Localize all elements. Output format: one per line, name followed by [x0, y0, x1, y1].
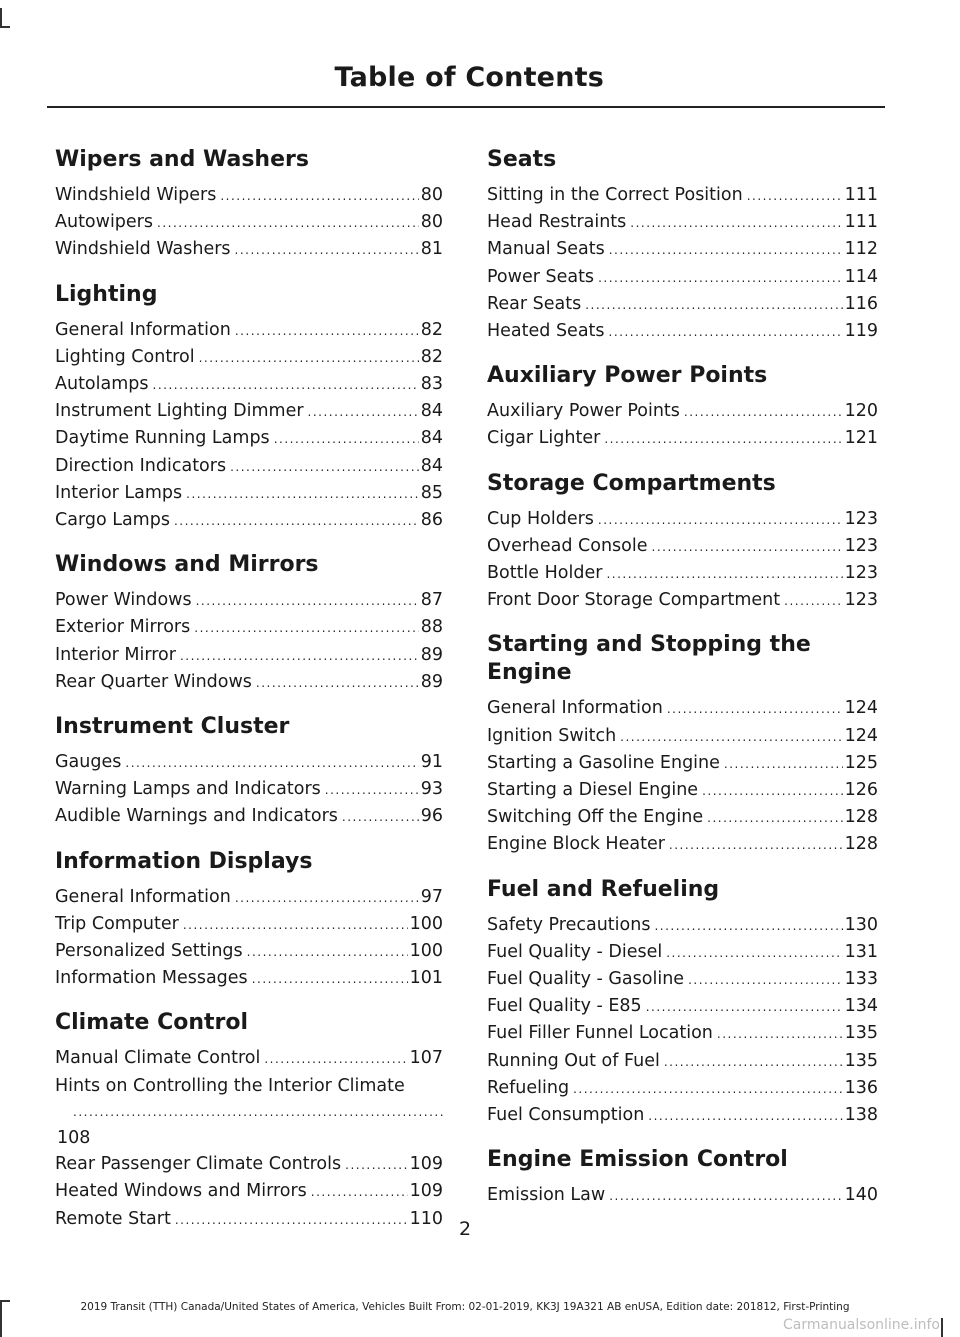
toc-section: [487, 146, 878, 345]
entry-title: Cup Holders: [487, 508, 594, 529]
toc-entry[interactable]: [487, 966, 878, 993]
entry-page-number: 134: [844, 996, 878, 1017]
toc-entry[interactable]: [55, 614, 443, 641]
dot-leader: [646, 994, 843, 1020]
toc-entry[interactable]: [487, 939, 878, 966]
toc-section: [55, 551, 443, 696]
toc-entry[interactable]: [487, 182, 878, 209]
toc-left-column: [55, 146, 443, 1250]
dot-leader: [274, 426, 419, 452]
dot-leader: [664, 1049, 843, 1075]
section-title: Engine Emission Control: [487, 1147, 788, 1173]
page-number: 2: [458, 1218, 472, 1240]
entry-title: Rear Quarter Windows: [55, 671, 252, 692]
section-title: Storage Compartments: [487, 470, 776, 496]
entry-page-number: 138: [844, 1105, 878, 1126]
section-title: Fuel and Refueling: [487, 876, 720, 902]
dot-leader: [784, 588, 842, 614]
crop-mark-bottom-right: [941, 1318, 943, 1337]
toc-entry[interactable]: [487, 804, 878, 831]
dot-leader: [717, 1021, 843, 1047]
section-title: Starting and Stopping the Engine: [487, 632, 811, 686]
toc-entry[interactable]: [487, 1182, 878, 1209]
entry-page-number: 84: [420, 455, 443, 476]
entry-page-number: 88: [420, 617, 443, 638]
entry-title: Overhead Console: [487, 535, 648, 556]
entry-title: Interior Lamps: [55, 482, 183, 503]
entry-title: Power Windows: [55, 590, 192, 611]
watermark: Carmanualsonline.info: [782, 1317, 940, 1333]
entry-title: Starting a Diesel Engine: [487, 780, 699, 801]
entry-title: Rear Passenger Climate Controls: [55, 1154, 342, 1175]
dot-leader: [585, 292, 842, 318]
entry-title: Head Restraints: [487, 212, 627, 233]
toc-entry[interactable]: [55, 236, 443, 263]
entry-page-number: 123: [844, 535, 878, 556]
entry-title: Lighting Control: [55, 346, 195, 367]
entry-page-number: 93: [420, 779, 443, 800]
entry-page-number: 135: [844, 1023, 878, 1044]
dot-leader: [609, 319, 843, 345]
header-divider: [47, 106, 885, 108]
toc-section: [487, 362, 878, 452]
entry-page-number: 82: [420, 319, 443, 340]
dot-leader: [157, 210, 419, 236]
entry-page-number: 123: [844, 508, 878, 529]
entry-title: Gauges: [55, 752, 122, 773]
entry-title: Warning Lamps and Indicators: [55, 779, 321, 800]
dot-leader: [235, 237, 419, 263]
toc-entry[interactable]: [55, 965, 443, 992]
entry-page-number: 133: [844, 969, 878, 990]
toc-entry[interactable]: [487, 750, 878, 777]
dot-leader: [174, 508, 419, 534]
toc-entry[interactable]: [55, 776, 443, 803]
toc-entry[interactable]: [487, 831, 878, 858]
dot-leader: [724, 751, 843, 777]
dot-leader: [252, 966, 408, 992]
dot-leader: [747, 183, 843, 209]
toc-entry[interactable]: [55, 587, 443, 614]
toc-section: [55, 713, 443, 831]
section-title: Climate Control: [55, 1010, 249, 1036]
entry-page-number: 80: [420, 212, 443, 233]
entry-page-number: 96: [420, 806, 443, 827]
entry-page-number: 140: [844, 1185, 878, 1206]
dot-leader: [199, 345, 419, 371]
entry-title: Fuel Quality - Gasoline: [487, 969, 685, 990]
entry-page-number: 80: [420, 185, 443, 205]
dot-leader: [609, 1183, 842, 1209]
entry-page-number: 121: [844, 428, 878, 449]
toc-entry[interactable]: [487, 1048, 878, 1075]
page-title: Table of Contents: [334, 62, 604, 93]
crop-mark-top-left-h: [0, 26, 10, 28]
section-title: Instrument Cluster: [55, 714, 290, 740]
toc-entry[interactable]: [487, 318, 878, 345]
entry-title: Instrument Lighting Dimmer: [55, 401, 304, 422]
toc-entry[interactable]: [55, 398, 443, 425]
toc-entry[interactable]: [487, 912, 878, 939]
entry-title: Starting a Gasoline Engine: [487, 752, 720, 773]
dot-leader: [230, 454, 419, 480]
dot-leader: [235, 318, 419, 344]
entry-page-number: 100: [409, 941, 443, 962]
dot-leader: [196, 588, 419, 614]
entry-title: Manual Seats: [487, 239, 605, 260]
dot-leader: [235, 885, 419, 911]
toc-entry[interactable]: [487, 1102, 878, 1129]
dot-leader: [684, 399, 843, 425]
entry-page-number: 119: [844, 321, 878, 342]
entry-title: Remote Start: [55, 1208, 171, 1229]
entry-title: General Information: [55, 319, 231, 340]
toc-entry[interactable]: [55, 911, 443, 938]
dot-leader: [220, 183, 418, 209]
dot-leader: [666, 940, 842, 966]
entry-page-number: 100: [409, 913, 443, 934]
toc-entry[interactable]: [487, 398, 878, 425]
entry-page-number: 125: [844, 752, 878, 773]
toc-entry[interactable]: [55, 803, 443, 830]
toc-entry[interactable]: [487, 506, 878, 533]
toc-entry[interactable]: [487, 560, 878, 587]
toc-entry[interactable]: [487, 264, 878, 291]
entry-title: Front Door Storage Compartment: [487, 590, 781, 611]
dot-leader: [598, 265, 843, 291]
entry-page-number: 97: [420, 886, 443, 907]
entry-page-number: 83: [420, 374, 443, 395]
entry-page-number: 84: [420, 401, 443, 422]
entry-title: Safety Precautions: [487, 914, 651, 935]
entry-title: Autolamps: [55, 374, 149, 395]
entry-title: Interior Mirror: [55, 644, 176, 665]
section-title: Windows and Mirrors: [55, 552, 319, 578]
toc-entry[interactable]: [55, 1151, 443, 1178]
entry-title: Autowipers: [55, 212, 153, 233]
toc-entry[interactable]: [487, 425, 878, 452]
toc-section: [55, 1009, 443, 1232]
entry-page-number: 123: [844, 563, 878, 584]
dot-leader: [652, 534, 843, 560]
toc-section: [55, 281, 443, 535]
entry-page-number: 135: [844, 1050, 878, 1071]
toc-entry[interactable]: [55, 209, 443, 236]
entry-title: Switching Off the Engine: [487, 807, 704, 828]
entry-title: Ignition Switch: [487, 725, 617, 746]
entry-page-number: 114: [844, 266, 878, 287]
entry-page-number: 112: [844, 239, 878, 260]
toc-section: [55, 848, 443, 993]
entry-page-number: 136: [844, 1077, 878, 1098]
entry-title: Windshield Washers: [55, 239, 231, 260]
toc-entry[interactable]: [55, 317, 443, 344]
entry-title: Direction Indicators: [55, 455, 227, 476]
toc-entry[interactable]: [55, 480, 443, 507]
dot-leader: [345, 1152, 407, 1178]
dot-leader: [598, 507, 843, 533]
entry-title: Windshield Wipers: [55, 185, 217, 205]
section-title: Seats: [487, 147, 557, 172]
toc-section: [487, 470, 878, 615]
entry-title: Hints on Controlling the Interior Climate: [55, 1075, 405, 1096]
toc-entry[interactable]: [487, 291, 878, 318]
entry-page-number: 116: [844, 293, 878, 314]
dot-leader: [702, 778, 843, 804]
entry-title: Fuel Quality - E85: [487, 996, 642, 1017]
entry-title: Fuel Quality - Diesel: [487, 941, 663, 962]
entry-page-number: 101: [409, 968, 443, 989]
toc-entry[interactable]: [55, 1073, 443, 1152]
entry-title: Rear Seats: [487, 293, 582, 314]
entry-title: Cigar Lighter: [487, 428, 601, 449]
toc-entry[interactable]: [55, 1178, 443, 1205]
entry-page-number: 111: [844, 185, 878, 205]
crop-mark-top-left: [0, 8, 2, 28]
entry-page-number: 131: [844, 941, 878, 962]
dot-leader: [342, 804, 419, 830]
entry-page-number: 87: [420, 590, 443, 611]
entry-title: Fuel Consumption: [487, 1105, 645, 1126]
dot-leader: [55, 1099, 443, 1125]
entry-page-number: 120: [844, 401, 878, 422]
entry-page-number: 91: [420, 752, 443, 773]
toc-entry[interactable]: [55, 507, 443, 534]
toc-entry[interactable]: [487, 1075, 878, 1102]
entry-title: Fuel Filler Funnel Location: [487, 1023, 713, 1044]
section-title: Auxiliary Power Points: [487, 363, 768, 389]
toc-entry[interactable]: [55, 884, 443, 911]
section-title: Wipers and Washers: [55, 147, 309, 172]
entry-page-number: 89: [420, 644, 443, 665]
entry-title: Bottle Holder: [487, 563, 603, 584]
dot-leader: [308, 399, 419, 425]
entry-title: Auxiliary Power Points: [487, 401, 680, 422]
entry-title: Trip Computer: [55, 913, 179, 934]
dot-leader: [247, 939, 408, 965]
entry-title: Daytime Running Lamps: [55, 428, 270, 449]
dot-leader: [654, 913, 842, 939]
dot-leader: [125, 750, 418, 776]
dot-leader: [620, 724, 842, 750]
dot-leader: [606, 561, 842, 587]
entry-title: Information Messages: [55, 968, 248, 989]
toc-entry[interactable]: [487, 723, 878, 750]
toc-section: [55, 146, 443, 264]
toc-entry[interactable]: [55, 425, 443, 452]
entry-title: Engine Block Heater: [487, 834, 665, 855]
entry-title: Cargo Lamps: [55, 510, 170, 531]
toc-entry[interactable]: [55, 182, 443, 209]
dot-leader: [630, 210, 842, 236]
entry-title: Power Seats: [487, 266, 595, 287]
toc-entry[interactable]: [487, 1020, 878, 1047]
entry-page-number: 130: [844, 914, 878, 935]
entry-page-number: 85: [420, 482, 443, 503]
toc-entry[interactable]: [55, 1045, 443, 1072]
section-title: Information Displays: [55, 848, 313, 874]
dot-leader: [186, 481, 419, 507]
entry-title: Audible Warnings and Indicators: [55, 806, 338, 827]
toc-entry[interactable]: [55, 344, 443, 371]
entry-page-number: 84: [420, 428, 443, 449]
toc-entry[interactable]: [487, 236, 878, 263]
entry-title: Personalized Settings: [55, 941, 243, 962]
entry-title: General Information: [55, 886, 231, 907]
entry-title: Running Out of Fuel: [487, 1050, 660, 1071]
dot-leader: [667, 696, 843, 722]
toc-entry[interactable]: [487, 777, 878, 804]
dot-leader: [194, 615, 418, 641]
dot-leader: [648, 1103, 842, 1129]
dot-leader: [264, 1046, 407, 1072]
entry-page-number: 111: [844, 212, 878, 233]
dot-leader: [604, 426, 842, 452]
dot-leader: [183, 912, 408, 938]
dot-leader: [311, 1179, 408, 1205]
dot-leader: [707, 805, 842, 831]
entry-page-number: 109: [409, 1181, 443, 1202]
dot-leader: [325, 777, 419, 803]
toc-entry[interactable]: [55, 453, 443, 480]
entry-page-number: 124: [844, 725, 878, 746]
entry-page-number: 109: [409, 1154, 443, 1175]
toc-entry[interactable]: [487, 993, 878, 1020]
entry-page-number: 82: [420, 346, 443, 367]
toc-section: [487, 1146, 878, 1209]
toc-entry[interactable]: [487, 209, 878, 236]
entry-title: General Information: [487, 698, 663, 719]
entry-page-number: 107: [409, 1048, 443, 1069]
dot-leader: [573, 1076, 843, 1102]
dot-leader: [688, 967, 843, 993]
toc-entry[interactable]: [55, 642, 443, 669]
entry-page-number: 89: [420, 671, 443, 692]
toc-entry[interactable]: [55, 371, 443, 398]
toc-section: [487, 876, 878, 1130]
entry-title: Refueling: [487, 1077, 570, 1098]
dot-leader: [153, 372, 419, 398]
entry-page-number: 128: [844, 834, 878, 855]
dot-leader: [180, 643, 419, 669]
dot-leader: [256, 670, 419, 696]
entry-page-number: 108: [57, 1128, 91, 1149]
entry-page-number: 81: [420, 239, 443, 260]
footer-text: 2019 Transit (TTH) Canada/United States of America, Vehicles Built From: 02-01-2019, KK3J 19A321 AB enUSA, Edition date: 201812, First-Printing: [80, 1301, 850, 1313]
entry-page-number: 126: [844, 780, 878, 801]
toc-entry[interactable]: [55, 938, 443, 965]
entry-title: Heated Windows and Mirrors: [55, 1181, 307, 1202]
toc-section: [487, 631, 878, 858]
toc-entry[interactable]: [487, 587, 878, 614]
entry-page-number: 123: [844, 590, 878, 611]
entry-page-number: 124: [844, 698, 878, 719]
toc-entry[interactable]: [487, 533, 878, 560]
entry-page-number: 86: [420, 510, 443, 531]
entry-title: Sitting in the Correct Position: [487, 185, 743, 205]
entry-page-number: 128: [844, 807, 878, 828]
entry-title: Emission Law: [487, 1185, 606, 1206]
entry-title: Exterior Mirrors: [55, 617, 191, 638]
entry-title: Heated Seats: [487, 321, 605, 342]
dot-leader: [609, 237, 843, 263]
entry-page-number: 110: [409, 1208, 443, 1229]
toc-entry[interactable]: [487, 695, 878, 722]
toc-entry[interactable]: [55, 669, 443, 696]
dot-leader: [669, 832, 843, 858]
toc-right-column: [487, 146, 878, 1226]
entry-title: Manual Climate Control: [55, 1048, 261, 1069]
toc-entry[interactable]: [55, 749, 443, 776]
section-title: Lighting: [55, 281, 158, 307]
